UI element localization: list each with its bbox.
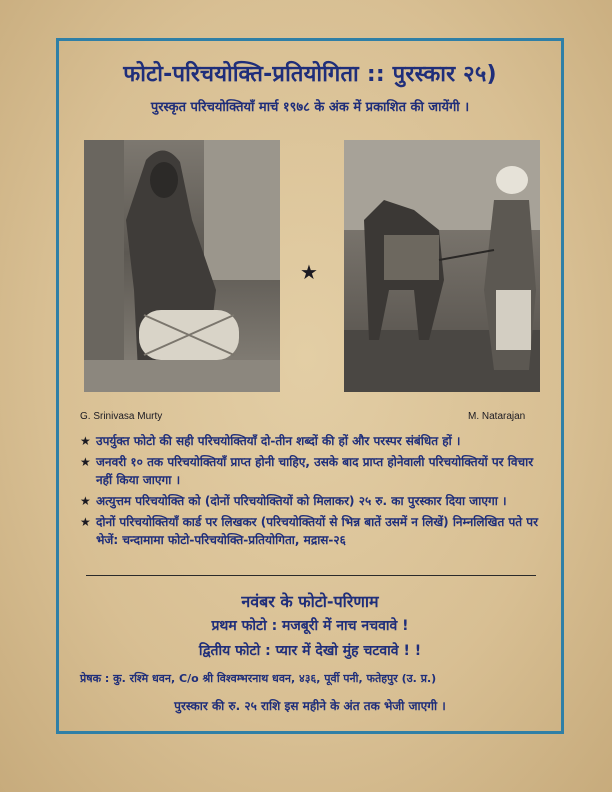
second-photo-result: द्वितीय फोटो : प्यार में देखो मुंह चटवावे ! ! [198, 643, 422, 659]
photo-woman-with-drum [84, 140, 280, 392]
winner-sender: प्रेषक : कु. रश्मि धवन, C/o श्री विश्वम्भरनाथ धवन, ४३६, पूर्वी पनी, फतेहपुर (उ. प्र.) [80, 672, 437, 685]
rule-text: जनवरी १० तक परिचयोक्तियाँ प्राप्त होनी चाहिए, उसके बाद प्राप्त होनेवाली परिचयोक्तियों पर विचार नहीं किया जाएगा । [96, 455, 534, 487]
bullet-star-icon: ★ [80, 494, 91, 508]
rule-item [80, 432, 550, 450]
rule-text: अत्युत्तम परिचयोक्ति को (दोनों परिचयोक्तियों को मिलाकर) २५ रु. का पुरस्कार दिया जाएगा । [96, 494, 507, 508]
contest-title: फोटो-परिचयोक्ति-प्रतियोगिता :: पुरस्कार २५) [123, 62, 497, 87]
photo-credit-right: M. Natarajan [468, 411, 526, 422]
first-photo-result: प्रथम फोटो : मजबूरी में नाच नचवावे ! [211, 618, 409, 634]
bullet-star-icon: ★ [80, 434, 91, 448]
rule-text: उपर्युक्त फोटो की सही परिचयोक्तियाँ दो-तीन शब्दों की हों और परस्पर संबंधित हों । [96, 434, 461, 448]
rule-item [80, 513, 550, 549]
photo-man-illustration [344, 140, 540, 392]
bullet-star-icon: ★ [80, 455, 91, 469]
rule-item [80, 453, 550, 489]
photo-credit-left: G. Srinivasa Murty [80, 411, 163, 422]
contest-rules [80, 432, 550, 552]
rule-text: दोनों परिचयोक्तियाँ कार्ड पर लिखकर (परिचयोक्तियों से भिन्न बातें उसमें न लिखें) निम्नलिखित पते पर भेजें: चन्दामामा फोटो-परिचयोक्ति-प्रतियोगिता, मद्रास-२६ [96, 515, 539, 547]
bullet-star-icon: ★ [80, 515, 91, 529]
contest-subtitle: पुरस्कृत परिचयोक्तियाँ मार्च १९७८ के अंक में प्रकाशित की जायेंगी । [150, 100, 470, 115]
section-divider [86, 575, 536, 576]
prize-note: पुरस्कार की रु. २५ राशि इस महीने के अंत तक भेजी जाएगी । [174, 699, 446, 713]
photo-man-with-bull [344, 140, 540, 392]
photo-woman-illustration [84, 140, 280, 392]
results-heading: नवंबर के फोटो-परिणाम [241, 592, 379, 611]
separator-star-icon: ★ [300, 260, 318, 284]
rule-item [80, 492, 550, 510]
